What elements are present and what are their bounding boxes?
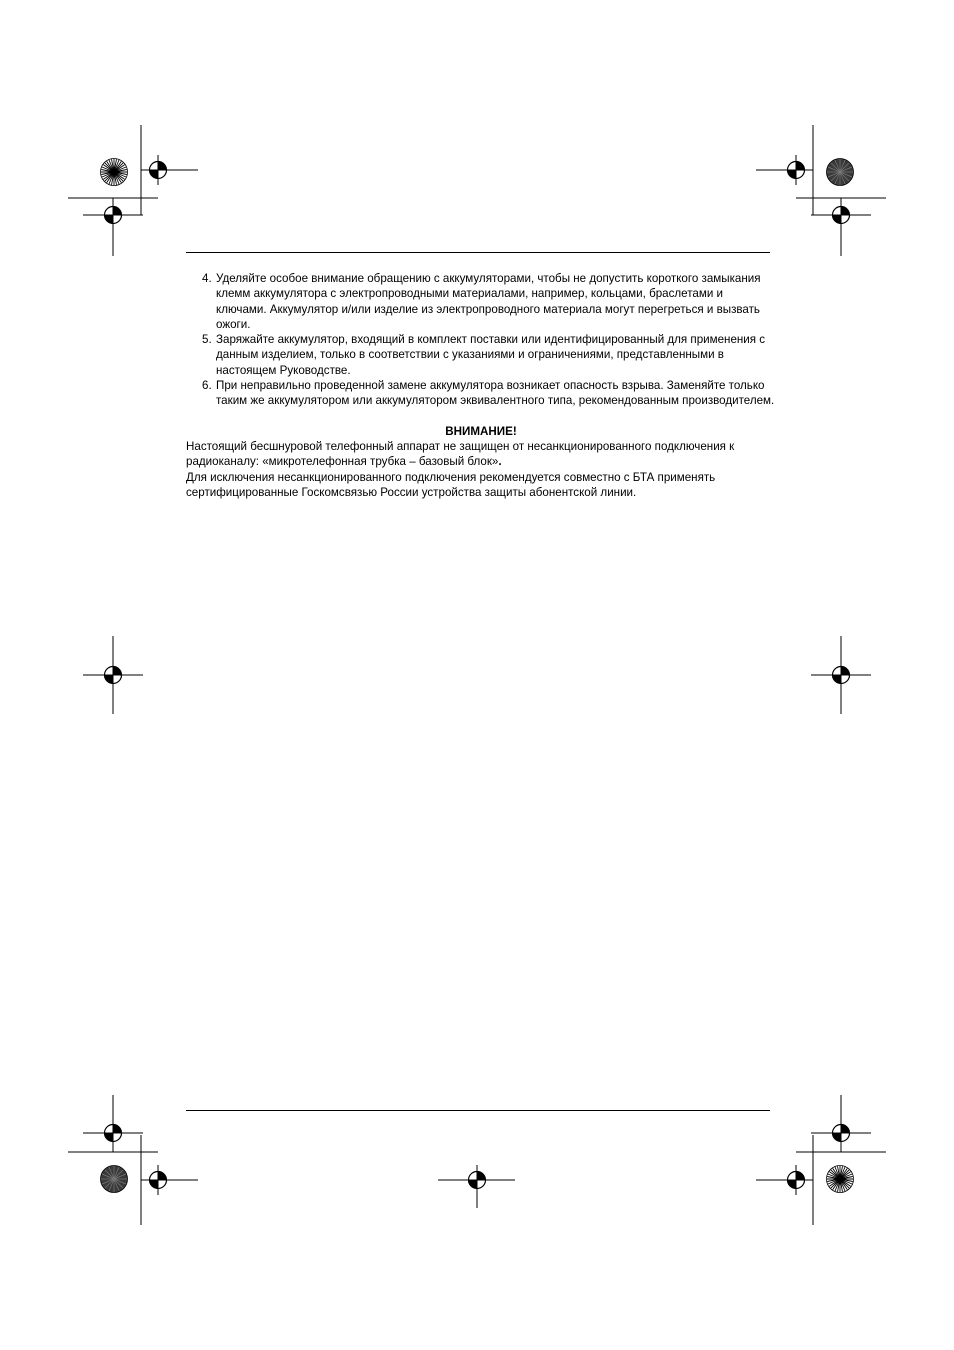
registration-mark-icon bbox=[788, 162, 805, 179]
notice-heading: ВНИМАНИЕ! bbox=[445, 424, 517, 438]
registration-mark-icon bbox=[833, 1125, 850, 1142]
registration-mark-icon bbox=[788, 1172, 805, 1189]
star-target-icon bbox=[101, 1166, 128, 1193]
registration-mark-icon bbox=[105, 667, 122, 684]
list-item-number: 4. bbox=[202, 272, 212, 285]
registration-mark-icon bbox=[150, 162, 167, 179]
list-item-text: Уделяйте особое внимание обращению с аккумуляторами, чтобы не допустить короткого замыкания клемм аккумулятора с электропроводными материалами, например, кольцами, браслетами и ключами. Аккумулятор и/или изделие из электропроводного материала могут перегреться и вызвать ожоги. bbox=[216, 272, 761, 331]
registration-mark-icon bbox=[150, 1172, 167, 1189]
registration-mark-icon bbox=[105, 207, 122, 224]
registration-mark-icon bbox=[833, 667, 850, 684]
notice-paragraph-text: Настоящий бесшнуровой телефонный аппарат не защищен от несанкционированного подключения к радиоканалу: «микротелефонная трубка – базовый блок» bbox=[186, 439, 735, 469]
star-target-icon bbox=[101, 159, 128, 186]
list-item-text: Заряжайте аккумулятор, входящий в комплект поставки или идентифицированный для применения с данным изделием, только в соответствии с указаниями и ограничениями, представленными в настоящем Руководстве. bbox=[216, 333, 766, 377]
registration-mark-icon bbox=[105, 1125, 122, 1142]
notice-paragraph-end: . bbox=[498, 455, 502, 469]
registration-mark-icon bbox=[469, 1172, 486, 1189]
list-item-number: 6. bbox=[202, 379, 212, 393]
notice-paragraph: Для исключения несанкционированного подключения рекомендуется совместно с БТА применять сертифицированные Госкомсвязью России устройства защиты абонентской линии. bbox=[186, 470, 716, 499]
registration-mark-icon bbox=[833, 207, 850, 224]
list-item-text: При неправильно проведенной замене аккумулятора возникает опасность взрыва. Заменяйте только таким же аккумулятором или аккумулятором эквивалентного типа, рекомендованным производителем. bbox=[216, 379, 775, 408]
star-target-icon bbox=[827, 159, 854, 186]
star-target-icon bbox=[827, 1166, 854, 1193]
list-item-number: 5. bbox=[202, 333, 212, 347]
